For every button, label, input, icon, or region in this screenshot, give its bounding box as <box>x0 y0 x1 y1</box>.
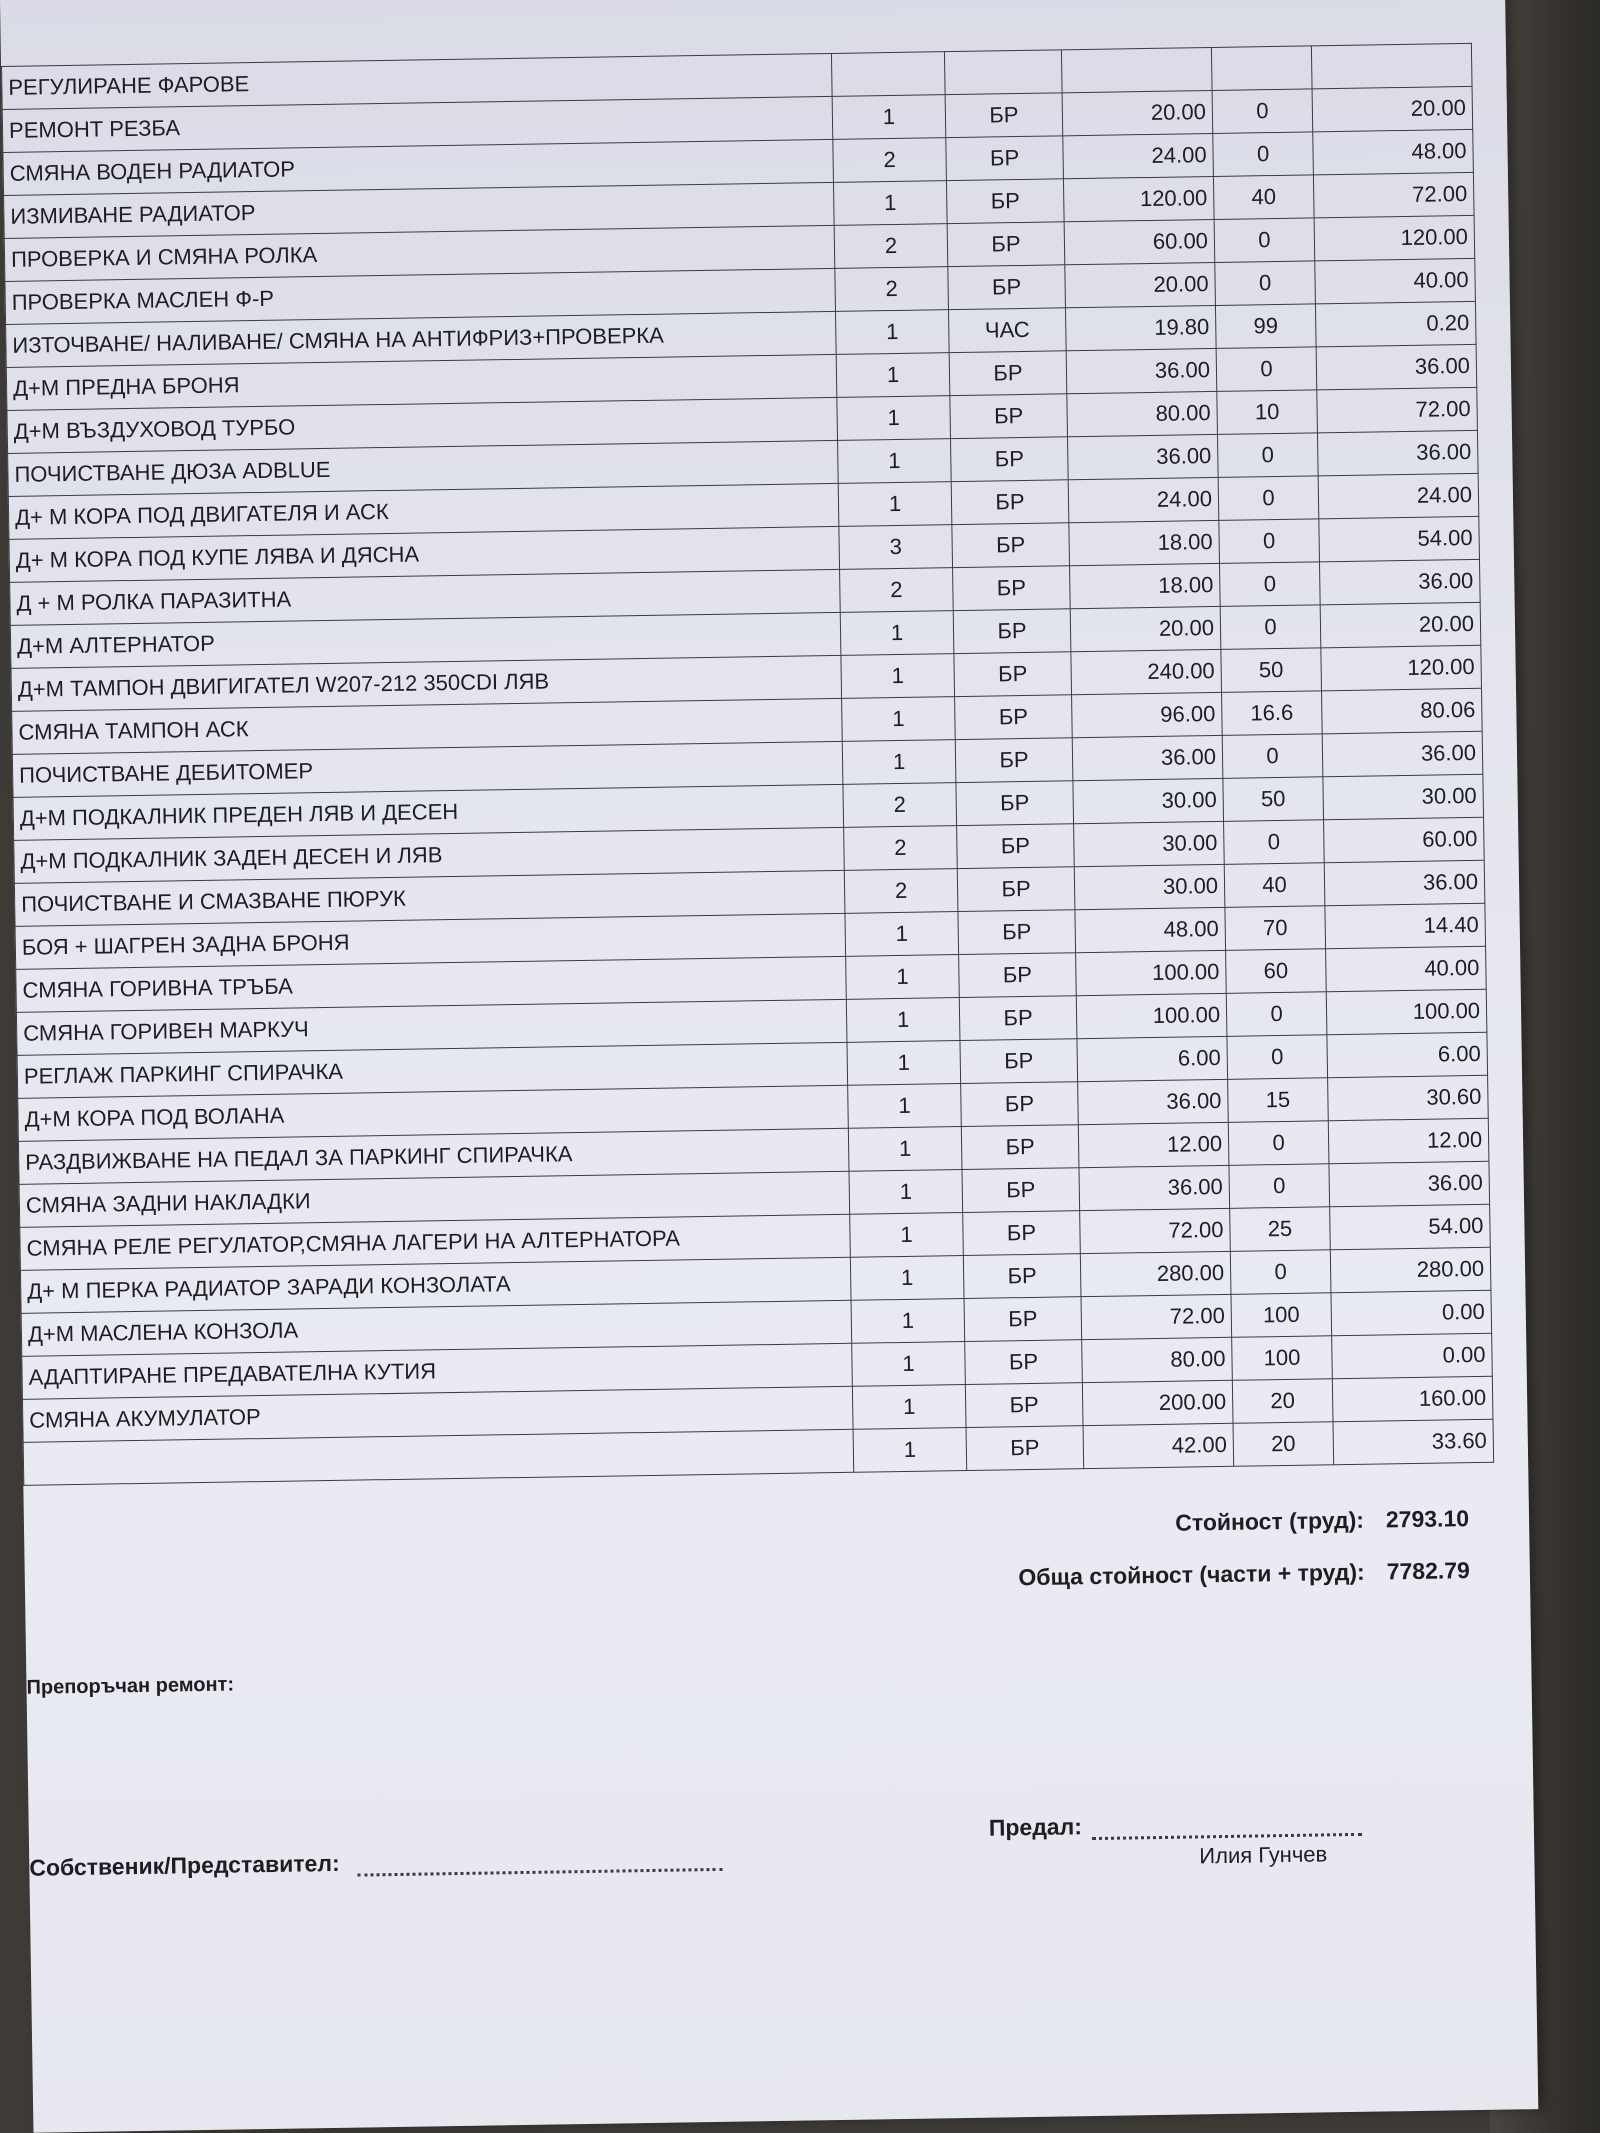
item-unit: БР <box>949 351 1067 396</box>
item-quantity: 1 <box>832 95 946 140</box>
item-description: Д+М КОРА ПОД ВОЛАНА <box>18 1085 849 1141</box>
item-discount: 0 <box>1230 1250 1331 1295</box>
item-description: РЕМОНТ РЕЗБА <box>2 96 833 152</box>
item-unit: ЧАС <box>948 308 1066 353</box>
item-description: СМЯНА ГОРИВНА ТРЪБА <box>16 956 847 1012</box>
item-quantity: 1 <box>848 1127 962 1172</box>
item-description: Д+ М КОРА ПОД ДВИГАТЕЛЯ И АСК <box>8 483 839 539</box>
item-description: Д+М ПРЕДНА БРОНЯ <box>6 354 837 410</box>
item-unit-price: 36.00 <box>1067 434 1218 479</box>
item-discount: 10 <box>1217 390 1318 435</box>
item-unit-price: 18.00 <box>1070 563 1221 608</box>
item-discount: 0 <box>1213 132 1314 177</box>
item-unit-price: 200.00 <box>1082 1380 1233 1425</box>
item-discount: 0 <box>1228 1121 1329 1166</box>
item-description: Д+М ВЪЗДУХОВОД ТУРБО <box>7 397 838 453</box>
item-quantity: 1 <box>852 1385 966 1430</box>
item-quantity: 1 <box>853 1428 967 1473</box>
item-discount: 0 <box>1222 734 1323 779</box>
item-unit: БР <box>946 136 1064 181</box>
item-total: 280.00 <box>1330 1247 1491 1293</box>
item-discount: 0 <box>1224 820 1325 865</box>
item-discount <box>1211 46 1312 91</box>
item-total: 14.40 <box>1325 903 1486 949</box>
item-discount: 0 <box>1216 347 1317 392</box>
item-total: 48.00 <box>1313 129 1474 175</box>
item-unit: БР <box>955 738 1073 783</box>
giver-signature <box>989 1809 1362 1842</box>
item-unit-price: 30.00 <box>1073 778 1224 823</box>
item-quantity: 1 <box>842 740 956 785</box>
item-discount: 100 <box>1231 1293 1332 1338</box>
item-unit: БР <box>963 1254 1081 1299</box>
item-total: 60.00 <box>1324 817 1485 863</box>
item-unit-price: 48.00 <box>1075 907 1226 952</box>
item-quantity: 1 <box>852 1342 966 1387</box>
item-discount: 0 <box>1220 562 1321 607</box>
item-total: 36.00 <box>1317 430 1478 476</box>
item-discount: 70 <box>1225 906 1326 951</box>
item-unit-price: 36.00 <box>1066 348 1217 393</box>
item-unit: БР <box>959 953 1077 998</box>
item-quantity: 1 <box>835 310 949 355</box>
grand-total-value: 7782.79 <box>1386 1557 1471 1585</box>
item-unit-price: 12.00 <box>1078 1122 1229 1167</box>
item-quantity: 1 <box>850 1256 964 1301</box>
item-discount: 0 <box>1215 261 1316 306</box>
item-quantity: 1 <box>833 181 947 226</box>
owner-signature-line <box>358 1858 723 1877</box>
item-total: 36.00 <box>1316 344 1477 390</box>
item-unit: БР <box>963 1211 1081 1256</box>
item-quantity: 1 <box>846 955 960 1000</box>
item-unit: БР <box>951 480 1069 525</box>
item-unit-price: 24.00 <box>1063 133 1214 178</box>
item-total: 100.00 <box>1326 989 1487 1035</box>
giver-name: Илия Гунчев <box>1199 1841 1328 1869</box>
item-description: РЕГЛАЖ ПАРКИНГ СПИРАЧКА <box>17 1042 848 1098</box>
item-total: 36.00 <box>1324 860 1485 906</box>
item-description: СМЯНА РЕЛЕ РЕГУЛАТОР,СМЯНА ЛАГЕРИ НА АЛТЕРНАТОРА <box>20 1214 851 1270</box>
recommended-repair-label: Препоръчан ремонт: <box>26 1673 235 1699</box>
item-unit-price: 80.00 <box>1082 1337 1233 1382</box>
items-table <box>1 43 1494 1486</box>
item-unit-price: 72.00 <box>1081 1294 1232 1339</box>
item-quantity: 2 <box>844 826 958 871</box>
item-discount: 0 <box>1214 218 1315 263</box>
item-quantity <box>831 52 945 97</box>
item-description: РЕГУЛИРАНЕ ФАРОВЕ <box>2 53 833 109</box>
item-description: ИЗТОЧВАНЕ/ НАЛИВАНЕ/ СМЯНА НА АНТИФРИЗ+ПРОВЕРКА <box>6 311 837 367</box>
item-total <box>1311 43 1472 89</box>
item-discount: 0 <box>1229 1164 1330 1209</box>
item-total: 0.00 <box>1332 1333 1493 1379</box>
item-discount: 50 <box>1223 777 1324 822</box>
item-description: Д+М АЛТЕРНАТОР <box>10 612 841 668</box>
item-quantity: 1 <box>849 1170 963 1215</box>
item-total: 20.00 <box>1312 86 1473 132</box>
item-unit-price: 100.00 <box>1076 993 1227 1038</box>
item-unit: БР <box>966 1426 1084 1471</box>
item-unit-price: 240.00 <box>1071 649 1222 694</box>
labor-total-value: 2793.10 <box>1385 1505 1470 1533</box>
item-unit: БР <box>953 609 1071 654</box>
item-description: РАЗДВИЖВАНЕ НА ПЕДАЛ ЗА ПАРКИНГ СПИРАЧКА <box>18 1128 849 1184</box>
item-total: 36.00 <box>1319 559 1480 605</box>
item-quantity: 1 <box>846 998 960 1043</box>
labor-total <box>1175 1505 1469 1537</box>
owner-signature-label: Собственик/Представител: <box>29 1849 340 1881</box>
item-unit: БР <box>948 265 1066 310</box>
item-unit-price: 120.00 <box>1063 176 1214 221</box>
item-quantity: 2 <box>835 267 949 312</box>
item-unit-price <box>1061 47 1212 92</box>
item-total: 24.00 <box>1318 473 1479 519</box>
item-unit: БР <box>946 179 1064 224</box>
item-unit: БР <box>965 1340 1083 1385</box>
item-description: ПОЧИСТВАНЕ И СМАЗВАНЕ ПЮРУК <box>14 870 845 926</box>
item-unit-price: 36.00 <box>1079 1165 1230 1210</box>
item-unit-price: 30.00 <box>1074 821 1225 866</box>
item-description: Д+М МАСЛЕНА КОНЗОЛА <box>21 1300 852 1356</box>
item-description: СМЯНА ТАМПОН АСК <box>12 698 843 754</box>
item-discount: 25 <box>1230 1207 1331 1252</box>
grand-total <box>1018 1557 1470 1591</box>
giver-signature-line <box>1092 1823 1362 1840</box>
item-quantity: 1 <box>848 1084 962 1129</box>
item-unit-price: 100.00 <box>1076 950 1227 995</box>
item-discount: 20 <box>1232 1379 1333 1424</box>
item-description: Д+М ТАМПОН ДВИГИГАТЕЛ W207-212 350CDI ЛЯВ <box>11 655 842 711</box>
item-unit: БР <box>953 566 1071 611</box>
item-total: 80.06 <box>1322 688 1483 734</box>
item-unit-price: 20.00 <box>1070 606 1221 651</box>
item-quantity: 2 <box>834 224 948 269</box>
item-discount: 60 <box>1226 949 1327 994</box>
item-unit-price: 80.00 <box>1067 391 1218 436</box>
item-unit: БР <box>952 523 1070 568</box>
item-discount: 50 <box>1221 648 1322 693</box>
item-quantity: 1 <box>851 1299 965 1344</box>
item-total: 40.00 <box>1326 946 1487 992</box>
item-quantity: 1 <box>850 1213 964 1258</box>
item-description: СМЯНА АКУМУЛАТОР <box>22 1386 853 1442</box>
item-unit: БР <box>961 1125 1079 1170</box>
item-quantity: 1 <box>837 396 951 441</box>
item-quantity: 1 <box>838 439 952 484</box>
item-discount: 0 <box>1227 1035 1328 1080</box>
item-quantity: 1 <box>847 1041 961 1086</box>
item-description: Д+М ПОДКАЛНИК ПРЕДЕН ЛЯВ И ДЕСЕН <box>13 784 844 840</box>
item-total: 33.60 <box>1333 1419 1494 1465</box>
grand-total-label: Обща стойност (части + труд): <box>1018 1558 1365 1591</box>
item-total: 12.00 <box>1328 1118 1489 1164</box>
item-unit: БР <box>947 222 1065 267</box>
item-description: СМЯНА ВОДЕН РАДИАТОР <box>3 139 834 195</box>
item-unit: БР <box>957 824 1075 869</box>
item-discount: 0 <box>1226 992 1327 1037</box>
item-total: 120.00 <box>1321 645 1482 691</box>
item-description: Д + М РОЛКА ПАРАЗИТНА <box>10 569 841 625</box>
item-unit-price: 96.00 <box>1072 692 1223 737</box>
item-unit-price: 72.00 <box>1080 1208 1231 1253</box>
item-total: 0.00 <box>1331 1290 1492 1336</box>
item-unit-price: 30.00 <box>1074 864 1225 909</box>
item-unit: БР <box>958 910 1076 955</box>
item-discount: 20 <box>1233 1422 1334 1467</box>
item-total: 30.00 <box>1323 774 1484 820</box>
item-unit-price: 36.00 <box>1072 735 1223 780</box>
item-total: 40.00 <box>1315 258 1476 304</box>
item-unit-price: 24.00 <box>1068 477 1219 522</box>
item-quantity: 1 <box>838 482 952 527</box>
item-unit: БР <box>957 867 1075 912</box>
item-discount: 0 <box>1220 605 1321 650</box>
item-description: ПРОВЕРКА МАСЛЕН Ф-Р <box>5 268 836 324</box>
item-quantity: 2 <box>844 869 958 914</box>
item-discount: 15 <box>1228 1078 1329 1123</box>
item-unit-price: 19.80 <box>1065 305 1216 350</box>
item-unit: БР <box>955 695 1073 740</box>
item-unit: БР <box>954 652 1072 697</box>
labor-total-label: Стойност (труд): <box>1175 1506 1365 1536</box>
item-unit-price: 18.00 <box>1069 520 1220 565</box>
item-unit-price: 60.00 <box>1064 219 1215 264</box>
item-discount: 16.6 <box>1222 691 1323 736</box>
item-description: СМЯНА ЗАДНИ НАКЛАДКИ <box>19 1171 850 1227</box>
item-unit <box>944 50 1062 95</box>
item-discount: 0 <box>1212 89 1313 134</box>
item-total: 20.00 <box>1320 602 1481 648</box>
item-unit: БР <box>950 394 1068 439</box>
item-total: 160.00 <box>1332 1376 1493 1422</box>
item-unit: БР <box>962 1168 1080 1213</box>
item-discount: 40 <box>1224 863 1325 908</box>
item-total: 54.00 <box>1330 1204 1491 1250</box>
owner-signature <box>29 1844 723 1882</box>
item-discount: 0 <box>1217 433 1318 478</box>
item-quantity: 1 <box>841 654 955 699</box>
item-total: 54.00 <box>1319 516 1480 562</box>
item-description: АДАПТИРАНЕ ПРЕДАВАТЕЛНА КУТИЯ <box>22 1343 853 1399</box>
item-unit-price: 20.00 <box>1062 90 1213 135</box>
item-quantity: 1 <box>840 611 954 656</box>
item-quantity: 3 <box>839 525 953 570</box>
item-discount: 100 <box>1232 1336 1333 1381</box>
item-description: СМЯНА ГОРИВЕН МАРКУЧ <box>16 999 847 1055</box>
item-unit: БР <box>960 1039 1078 1084</box>
item-description: Д+ М ПЕРКА РАДИАТОР ЗАРАДИ КОНЗОЛАТА <box>20 1257 851 1313</box>
item-total: 72.00 <box>1317 387 1478 433</box>
items-table-wrap <box>1 43 1493 1486</box>
item-discount: 40 <box>1213 175 1314 220</box>
item-unit: БР <box>956 781 1074 826</box>
item-unit: БР <box>964 1297 1082 1342</box>
item-description: ПРОВЕРКА И СМЯНА РОЛКА <box>4 225 835 281</box>
item-description: ПОЧИСТВАНЕ ДЮЗА ADBLUE <box>8 440 839 496</box>
item-total: 0.20 <box>1315 301 1476 347</box>
item-unit-price: 280.00 <box>1080 1251 1231 1296</box>
item-description: Д+М ПОДКАЛНИК ЗАДЕН ДЕСЕН И ЛЯВ <box>14 827 845 883</box>
item-unit: БР <box>965 1383 1083 1428</box>
item-discount: 0 <box>1218 476 1319 521</box>
item-quantity: 1 <box>836 353 950 398</box>
item-total: 36.00 <box>1322 731 1483 777</box>
item-quantity: 2 <box>833 138 947 183</box>
item-unit: БР <box>961 1082 1079 1127</box>
item-quantity: 2 <box>843 783 957 828</box>
item-description: ИЗМИВАНЕ РАДИАТОР <box>4 182 835 238</box>
item-unit-price: 42.00 <box>1083 1423 1234 1468</box>
item-total: 120.00 <box>1314 215 1475 261</box>
item-unit: БР <box>951 437 1069 482</box>
item-total: 6.00 <box>1327 1032 1488 1078</box>
item-unit: БР <box>959 996 1077 1041</box>
item-discount: 99 <box>1215 304 1316 349</box>
item-description: Д+ М КОРА ПОД КУПЕ ЛЯВА И ДЯСНА <box>9 526 840 582</box>
item-unit: БР <box>945 93 1063 138</box>
items-table-body <box>2 43 1494 1485</box>
item-description: ПОЧИСТВАНЕ ДЕБИТОМЕР <box>12 741 843 797</box>
item-quantity: 1 <box>845 912 959 957</box>
giver-signature-label: Предал: <box>988 1813 1083 1841</box>
item-total: 72.00 <box>1313 172 1474 218</box>
item-discount: 0 <box>1219 519 1320 564</box>
item-description: БОЯ + ШАГРЕН ЗАДНА БРОНЯ <box>15 913 846 969</box>
item-quantity: 2 <box>840 568 954 613</box>
item-total: 36.00 <box>1329 1161 1490 1207</box>
item-total: 30.60 <box>1328 1075 1489 1121</box>
item-unit-price: 20.00 <box>1065 262 1216 307</box>
item-unit-price: 6.00 <box>1077 1036 1228 1081</box>
item-quantity: 1 <box>842 697 956 742</box>
item-unit-price: 36.00 <box>1078 1079 1229 1124</box>
